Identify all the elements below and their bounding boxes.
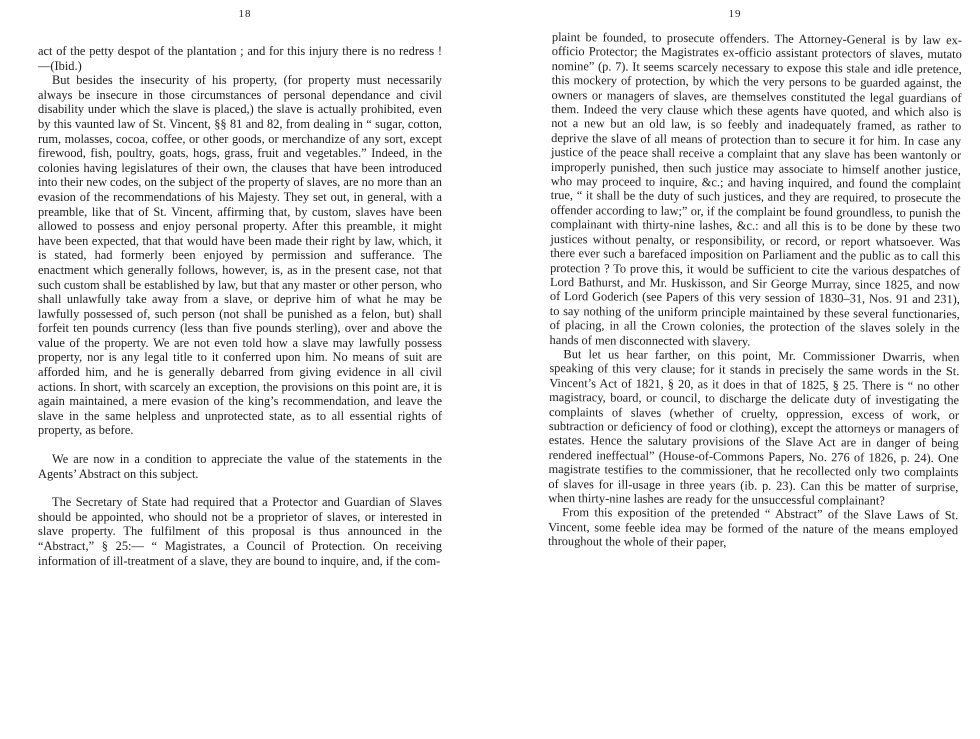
paragraph: act of the petty despot of the plantation ; and for this injury there is no redress !—(Ibid.) [38, 44, 442, 73]
page-body [548, 30, 962, 552]
page-number: 18 [238, 8, 252, 20]
paragraph: From this exposition of the pretended “ Abstract” of the Slave Laws of St. Vincent, some feeble idea may be formed of the nature of the means employed throughout the whole of their paper, [547, 505, 959, 550]
paragraph: We are now in a condition to appreciate the value of the statements in the Agents’ Abstract on this subject. [38, 452, 442, 481]
paragraph: But let us hear farther, on this point, Mr. Commissioner Dwarris, when speaking of this very clause; for it stands in precisely the same words in the St. Vincent’s Act of 1821, § 20, as it does in that of 1825, § 25. There is “ no other magistracy, board, or council, to discharge the delicate duty of investigating the complaints of slaves (whether of cruelty, oppression, excess of work, or subtraction or deficiency of food or clothing), except the attorneys or managers of estates. Hence the salutary provisions of the Slave Act are in danger of being rendered ineffectual” (House-of-Commons Papers, No. 276 of 1826, p. 24). One magistrate testifies to the commissioner, that he recollected only two complaints of slaves for ill-usage in three years (ib. p. 23). Can this be matter of surprise, when thirty-nine lashes are ready for the unsuccessful complainant? [548, 347, 960, 508]
paragraph: plaint be founded, to prosecute offenders. The Attorney-General is by law ex-officio Protector; the Magistrates ex-officio assistant protectors of slaves, mutato nomine” (p. 7). It seems scarcely necessary to expose this stale and idle pretence, this mockery of protection, by which the very persons to be guarded against, the owners or managers of slaves, are themselves constituted the legal guardians of them. Indeed the very clause which these agents have quoted, and which also is not a new but an old law, is so feebly and inadequately framed, as rather to deprive the slave of all means of protection than to secure it for him. In case any justice of the peace shall receive a complaint that any slave has been wantonly or improperly punished, then such justice may associate to himself another justice, who may proceed to inquire, &c.; and having inquired, and found the complaint true, “ it shall be the duty of such justices, and they are required, to prosecute the offender according to law;” or, if the complaint be found groundless, to punish the complainant with thirty-nine lashes, &c.: and all this is to be done by these two justices without penalty, or responsibility, or record, or report whatsoever. Was there ever such a barefaced imposition on Parliament and the public as to call this protection ? To prove this, it would be sufficient to cite the various despatches of Lord Bathurst, and Mr. Huskisson, and Sir George Murray, since 1825, and now of Lord Goderich (see Papers of this very session of 1830–31, Nos. 91 and 231), to say nothing of the uniform principle maintained by these several functionaries, of placing, in all the Crown colonies, the protection of the slaves solely in the hands of men disconnected with slavery. [549, 30, 962, 349]
page-number: 19 [728, 8, 742, 20]
page-body [38, 44, 442, 568]
right-page [490, 0, 980, 739]
paragraph: The Secretary of State had required that a Protector and Guardian of Slaves should be appointed, who should not be a proprietor of slaves, or interested in slave property. The fulfilment of this proposal is thus announced in the “Abstract,” § 25:— “ Magistrates, a Council of Protection. On receiving information of ill-treatment of a slave, they are bound to inquire, and, if the com- [38, 495, 442, 568]
paragraph: But besides the insecurity of his property, (for property must necessarily always be insecure in those circumstances of personal dependance and civil disability under which the slave is placed,) the slave is actually prohibited, even by this vaunted law of St. Vincent, §§ 81 and 82, from dealing in “ sugar, cotton, rum, molasses, cocoa, coffee, or other goods, or merchandize of any sort, except firewood, fish, poultry, goats, hogs, grass, fruit and vegetables.” Indeed, in the colonies having legislatures of their own, the clauses that have been introduced into their new codes, on the subject of the property of slaves, are no more than an evasion of the recommendations of his Majesty. They set out, in general, with a preamble, like that of St. Vincent, affirming that, by custom, slaves have been allowed to possess and enjoy personal property. After this preamble, it might have been expected, that that would have been made their right by law, which, it is stated, had formerly been enjoyed by permission and sufferance. The enactment which generally follows, however, is, as in the present case, not that such custom shall be established by law, but that any master or other person, who shall unlawfully take away from a slave, or deprive him of what he may be lawfully possessed of, such person (not shall be punished as a felon, but) shall forfeit ten pounds currency (less than five pounds sterling), over and above the value of the property. We are not even told how a slave may lawfully possess property, nor is any legal title to it conferred upon him. No means of suit are afforded him, and he is generally debarred from giving evidence in all civil actions. In short, with scarcely an exception, the provisions on this point are, it is again maintained, a mere evasion of the king’s recommendation, and leave the slave in the same helpless and unprotected state, as to all essential rights of property, as before. [38, 73, 442, 438]
